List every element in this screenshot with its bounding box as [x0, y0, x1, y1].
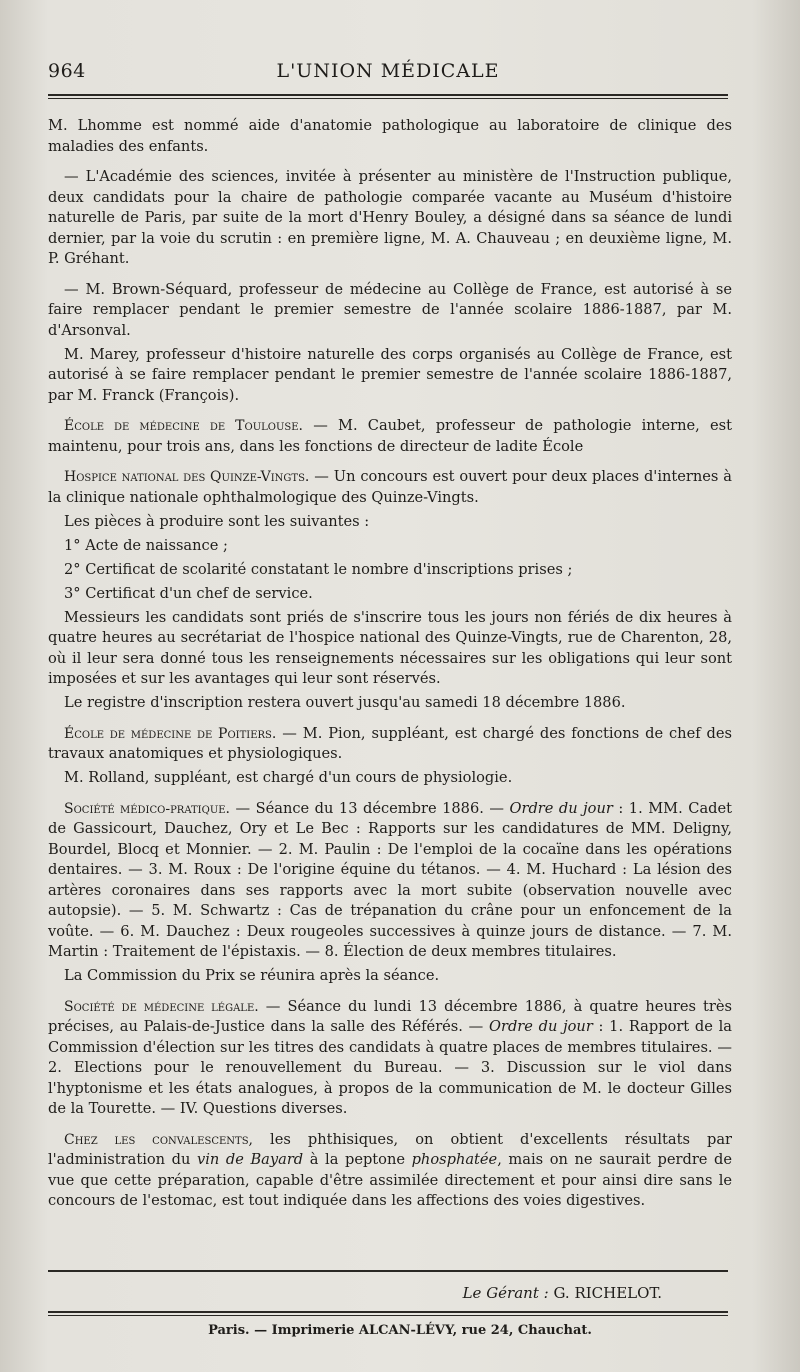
- medecine-legale-date: — Séance du lundi 13 décembre 1886, à quatre heures très précises, au Palais-de-Justice dans la salle des Référés. —: [48, 997, 732, 1035]
- paragraph-marey: M. Marey, professeur d'histoire naturelle des corps organisés au Collège de France, est autorisé à se faire remplacer pendant le premier semestre de l'année scolaire 1886-1887, par M. Franck (François).: [48, 345, 732, 404]
- list-item-acte: 1° Acte de naissance ;: [64, 536, 228, 554]
- gerant-label: Le Gérant :: [462, 1284, 549, 1302]
- ordre-du-jour-label: Ordre du jour: [509, 799, 613, 817]
- gerant-signature: [463, 1284, 662, 1302]
- vin-de-bayard: vin de Bayard: [196, 1151, 304, 1168]
- convalescents-text-3: , mais on ne saurait perdre de vue que cette préparation, capable d'être assimilée directement et pour ainsi dire sans le concours de l'estomac, est tout indiquée dans les affections des voies digestives.: [48, 1151, 732, 1209]
- imprint-line: Paris. — Imprimerie ALCAN-LÉVY, rue 24, Chauchat.: [208, 1323, 592, 1338]
- list-item-certificat-scolarite: 2° Certificat de scolarité constatant le nombre d'inscriptions prises ;: [64, 560, 573, 578]
- paragraph-academie: — L'Académie des sciences, invitée à présenter au ministère de l'Instruction publique, deux candidats pour la chaire de pathologie comparée vacante au Muséum d'histoire naturelle de Paris, par suite de la mort d'Henry Bouley, a désigné dans sa séance de lundi dernier, par la voie du scrutin : en première ligne, M. A. Chauveau ; en deuxième ligne, M. P. Gréhant.: [48, 168, 732, 267]
- paragraph-convalescents: [48, 1130, 732, 1212]
- header-rule-thin: [48, 98, 728, 99]
- poitiers-text: — M. Pion, suppléant, est chargé des fonctions de chef des travaux anatomiques et physiologiques.: [48, 724, 732, 762]
- paragraph-registre: Le registre d'inscription restera ouvert jusqu'au samedi 18 décembre 1886.: [64, 694, 626, 711]
- section-heading-medecine-legale: Société de médecine légale.: [64, 998, 259, 1015]
- medico-pratique-text: : 1. MM. Cadet de Gassicourt, Dauchez, Ory et Le Bec : Rapports sur les candidatures de MM. Deligny, Bourdel, Blocq et Monnier. — 2. M. Paulin : De l'emploi de la cocaïne dans les opérations dentaires. — 3. M. Roux : De l'origine équine du tétanos. — 4. M. Huchard : La lésion des artères coronaires dans ses rapports avec la mort subite (observation nouvelle avec autopsie). — 5. M. Schwartz : Cas de trépanation du crâne pour un enfoncement de la voûte. — 6. M. Dauchez : Deux rougeoles successives à quinze jours de distance. — 7. M. Martin : Traitement de l'épistaxis. — 8. Élection de deux membres titulaires.: [48, 799, 732, 960]
- page-number: 964: [48, 60, 86, 82]
- page-header: [48, 60, 728, 94]
- toulouse-text: — M. Caubet, professeur de pathologie interne, est maintenu, pour trois ans, dans les fonctions de directeur de ladite École: [48, 417, 732, 455]
- convalescents-text-2: à la peptone: [303, 1151, 412, 1168]
- medecine-legale-text: : 1. Rapport de la Commission d'élection sur les titres des candidats à quatre places de membres titulaires. — 2. Elections pour le renouvellement du Bureau. — 3. Discussion sur le viol dans l'hyptonisme et les états analogues, à propos de la communication de M. le docteur Gilles de la Tourette. — IV. Questions diverses.: [48, 1018, 732, 1117]
- paragraph-medecine-legale: [48, 997, 732, 1120]
- paragraph-inscription: Messieurs les candidats sont priés de s'inscrire tous les jours non fériés de dix heures à quatre heures au secrétariat de l'hospice national des Quinze-Vingts, rue de Charenton, 28, où il leur sera donné tous les renseignements nécessaires sur les obligations qui leur sont imposées et sur les avantages qui leur sont réservés.: [48, 608, 732, 687]
- ordre-du-jour-label-legale: Ordre du jour: [489, 1018, 593, 1035]
- article-body: [48, 116, 732, 1215]
- paragraph-quinze-vingts: [48, 467, 732, 508]
- paragraph-medico-pratique: [48, 799, 732, 963]
- running-title: L'UNION MÉDICALE: [276, 60, 500, 82]
- gerant-name: G. RICHELOT.: [548, 1284, 662, 1302]
- footer-rule: [48, 1270, 728, 1272]
- phosphatee: phosphatée: [411, 1151, 498, 1168]
- convalescents-text-1: les phthisiques, on obtient d'excellents résultats par l'administration du: [48, 1130, 732, 1168]
- paragraph-rolland: M. Rolland, suppléant, est chargé d'un cours de physiologie.: [64, 769, 513, 786]
- section-heading-quinze-vingts: Hospice national des Quinze-Vingts.: [64, 469, 310, 485]
- section-heading-poitiers: École de médecine de Poitiers.: [64, 725, 277, 742]
- section-heading-medico-pratique: Société médico-pratique.: [64, 800, 230, 817]
- paragraph-commission: La Commission du Prix se réunira après la séance.: [64, 967, 440, 984]
- paragraph-poitiers: [48, 724, 732, 765]
- section-heading-convalescents: Chez les convalescents,: [64, 1131, 253, 1148]
- paragraph-lhomme: M. Lhomme est nommé aide d'anatomie pathologique au laboratoire de clinique des maladies des enfants.: [48, 117, 732, 155]
- paragraph-pieces-intro: Les pièces à produire sont les suivantes :: [64, 512, 370, 530]
- section-heading-toulouse: École de médecine de Toulouse.: [64, 418, 304, 434]
- paragraph-brown-sequard: — M. Brown-Séquard, professeur de médecine au Collège de France, est autorisé à se faire remplacer pendant le premier semestre de l'année scolaire 1886-1887, par M. d'Arsonval.: [48, 280, 732, 339]
- header-rule: [48, 94, 728, 96]
- imprint-rule: [48, 1311, 728, 1313]
- paragraph-toulouse: [48, 416, 732, 457]
- quinze-vingts-text: — Un concours est ouvert pour deux places d'internes à la clinique nationale ophthalmologique des Quinze-Vingts.: [48, 468, 732, 506]
- list-item-certificat-chef: 3° Certificat d'un chef de service.: [64, 584, 313, 602]
- medico-pratique-date: — Séance du 13 décembre 1886. —: [230, 799, 510, 817]
- imprint-rule-thin: [48, 1315, 728, 1316]
